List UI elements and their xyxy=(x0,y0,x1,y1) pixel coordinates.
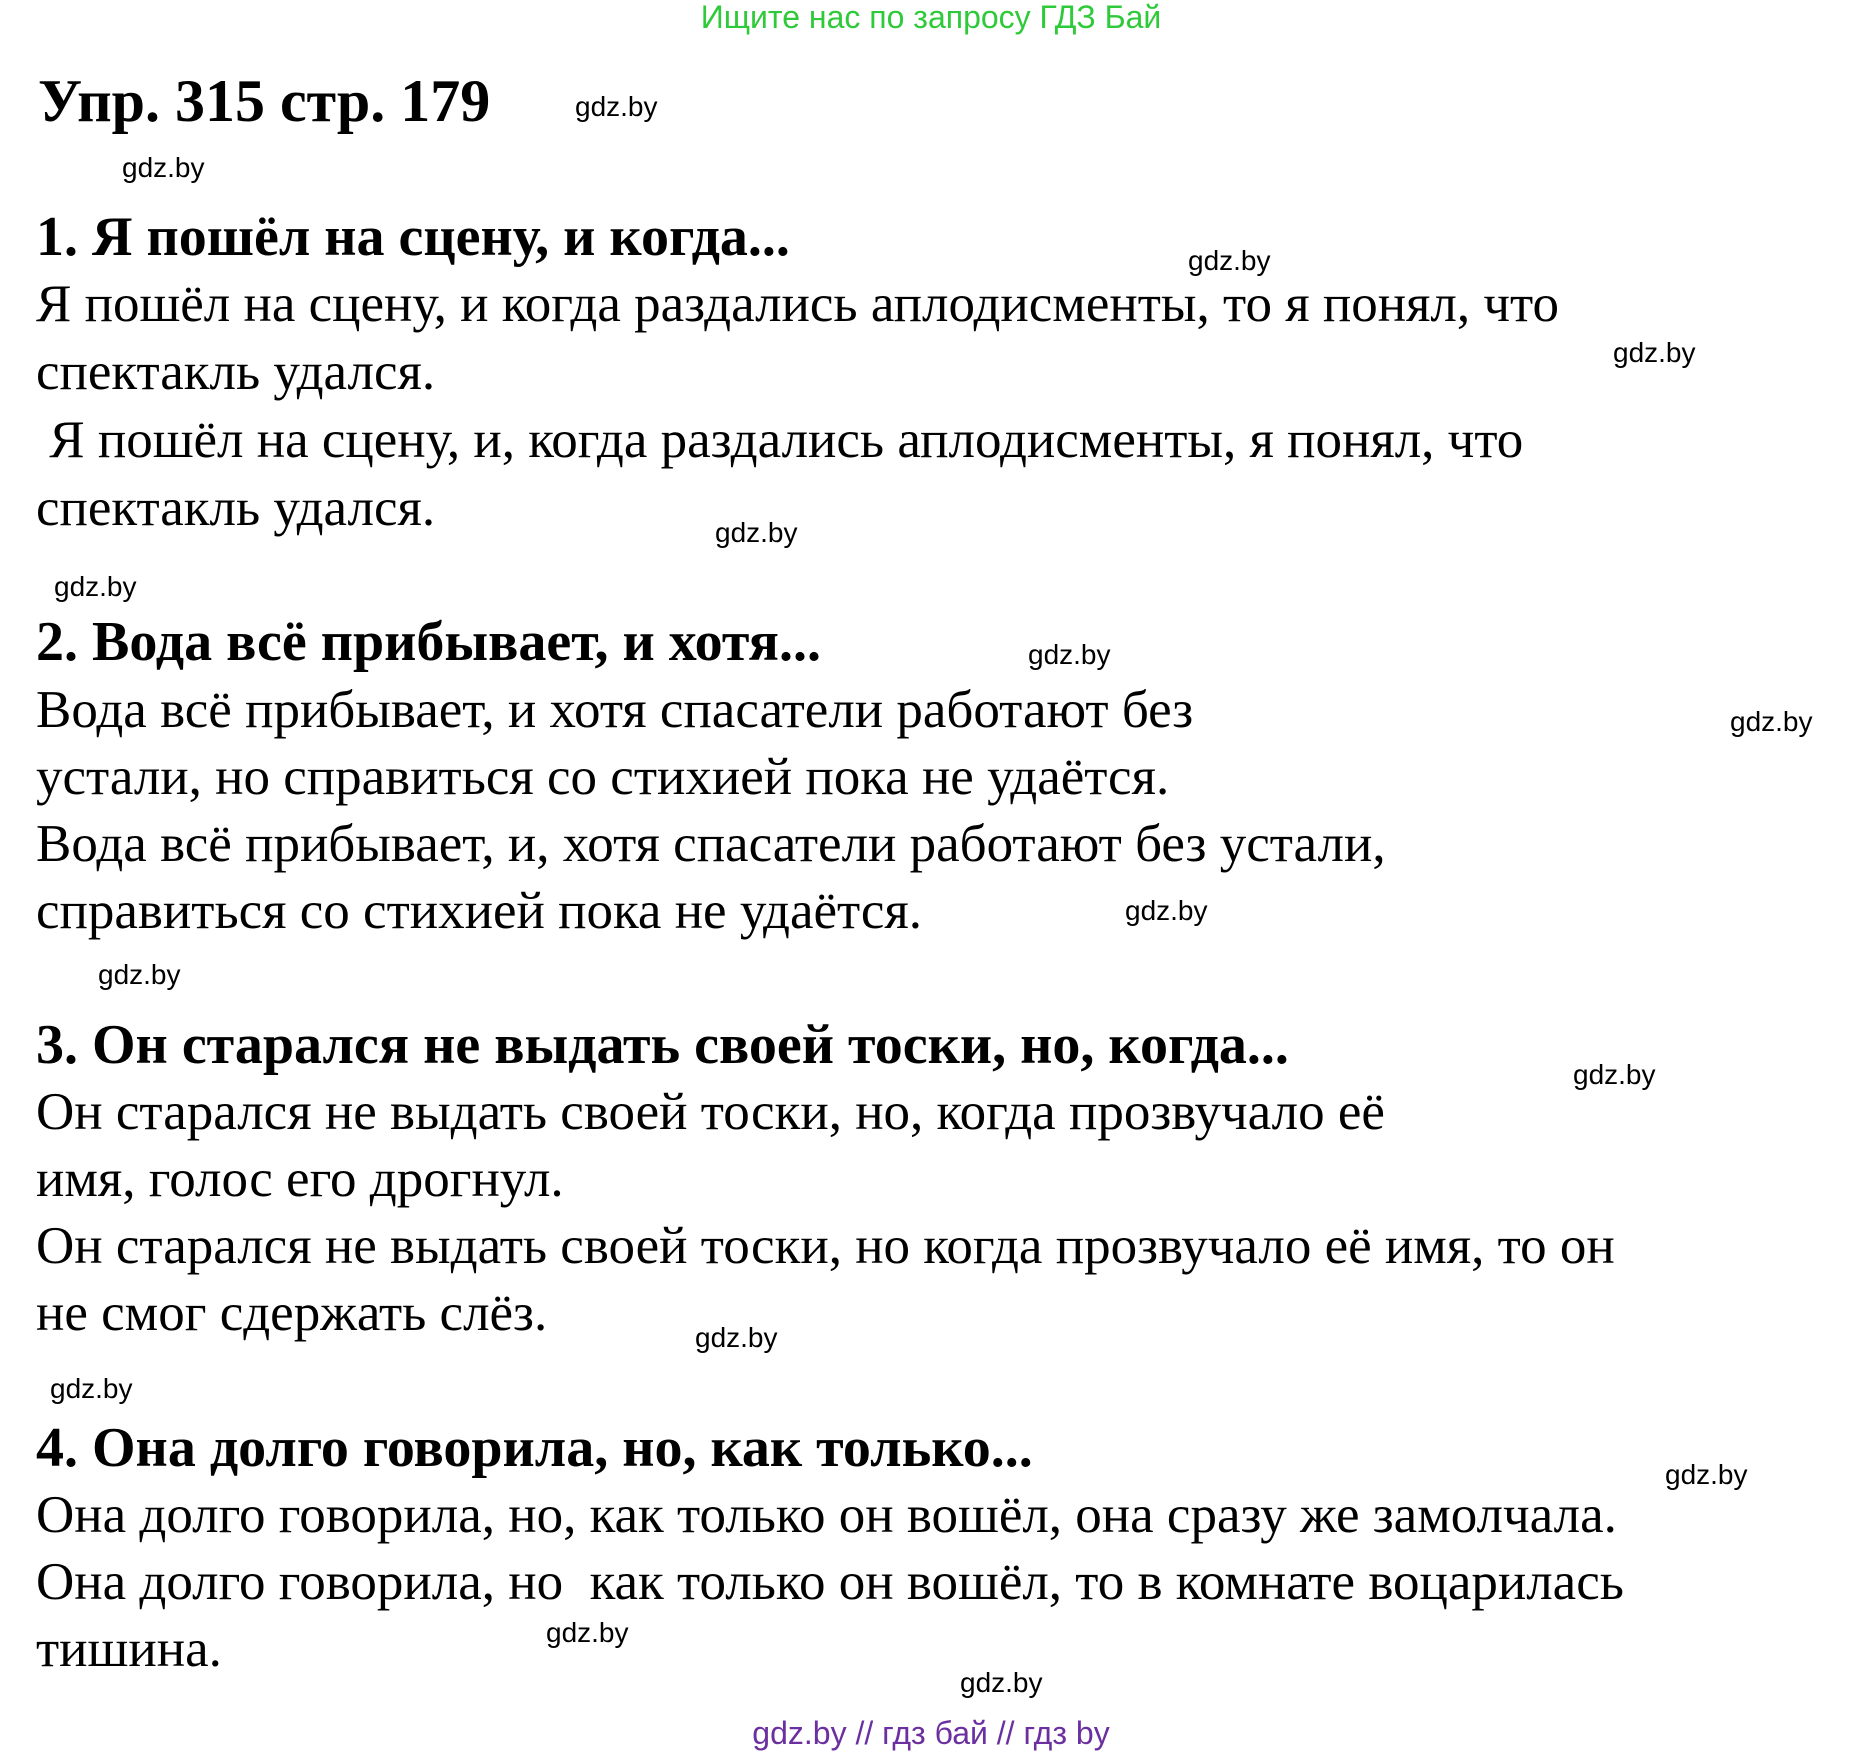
watermark: gdz.by xyxy=(960,1667,1043,1698)
section-1-line-3: Я пошёл на сцену, и, когда раздались аплодисменты, я понял, что xyxy=(36,411,1524,469)
footer: gdz.by // гдз бай // гдз by xyxy=(752,1715,1110,1751)
section-1-heading: 1. Я пошёл на сцену, и когда... xyxy=(36,206,790,268)
section-4-line-2: Она долго говорила, но как только он вошёл, то в комнате воцарилась xyxy=(36,1553,1624,1611)
section-1-line-1: Я пошёл на сцену, и когда раздались аплодисменты, то я понял, что xyxy=(36,275,1559,333)
watermark: gdz.by xyxy=(715,517,798,548)
search-banner: Ищите нас по запросу ГДЗ Бай xyxy=(700,0,1162,35)
watermark: gdz.by xyxy=(695,1322,778,1353)
section-2-line-1: Вода всё прибывает, и хотя спасатели работают без xyxy=(36,681,1194,739)
page-title: Упр. 315 стр. 179 xyxy=(38,68,491,134)
section-4-heading: 4. Она долго говорила, но, как только... xyxy=(36,1417,1033,1479)
section-3-heading: 3. Он старался не выдать своей тоски, но, когда... xyxy=(36,1014,1289,1076)
watermark: gdz.by xyxy=(546,1617,629,1648)
watermark: gdz.by xyxy=(1188,245,1271,276)
watermark: gdz.by xyxy=(1665,1459,1748,1490)
watermark: gdz.by xyxy=(54,571,137,602)
section-3-line-4: не смог сдержать слёз. xyxy=(36,1284,548,1342)
section-4-line-1: Она долго говорила, но, как только он вошёл, она сразу же замолчала. xyxy=(36,1486,1617,1544)
section-3-line-1: Он старался не выдать своей тоски, но, когда прозвучало её xyxy=(36,1083,1385,1141)
section-2-line-3: Вода всё прибывает, и, хотя спасатели работают без устали, xyxy=(36,815,1386,873)
section-1-line-4: спектакль удался. xyxy=(36,479,436,537)
section-3-line-3: Он старался не выдать своей тоски, но когда прозвучало её имя, то он xyxy=(36,1217,1615,1275)
watermark: gdz.by xyxy=(122,152,205,183)
section-2-heading: 2. Вода всё прибывает, и хотя... xyxy=(36,611,821,673)
section-4-line-3: тишина. xyxy=(36,1620,222,1678)
watermark: gdz.by xyxy=(575,91,658,122)
watermark: gdz.by xyxy=(50,1373,133,1404)
section-1-line-2: спектакль удался. xyxy=(36,343,436,401)
section-2-line-2: устали, но справиться со стихией пока не удаётся. xyxy=(36,748,1170,806)
watermark: gdz.by xyxy=(98,959,181,990)
watermark: gdz.by xyxy=(1730,706,1813,737)
watermark: gdz.by xyxy=(1125,895,1208,926)
section-2-line-4: справиться со стихией пока не удаётся. xyxy=(36,882,922,940)
watermark: gdz.by xyxy=(1613,337,1696,368)
section-3-line-2: имя, голос его дрогнул. xyxy=(36,1150,564,1208)
watermark: gdz.by xyxy=(1028,639,1111,670)
watermark: gdz.by xyxy=(1573,1059,1656,1090)
